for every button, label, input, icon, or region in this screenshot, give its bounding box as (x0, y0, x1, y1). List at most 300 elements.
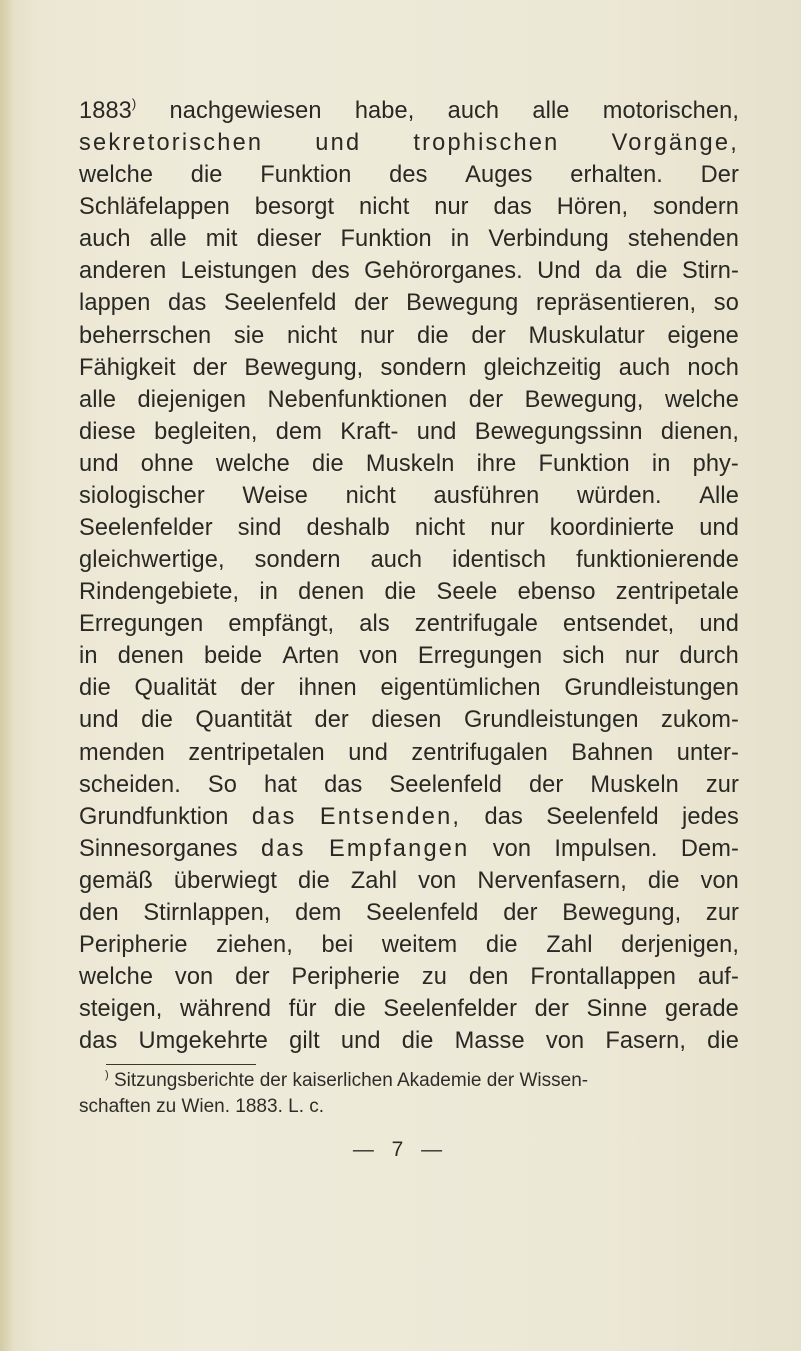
word: der (192, 354, 228, 381)
word-group (465, 159, 532, 191)
footnote-separator (106, 1064, 256, 1065)
word-group (469, 961, 509, 993)
word-group (699, 512, 739, 544)
word-group (170, 95, 322, 127)
word-group (653, 191, 739, 223)
word-group (298, 865, 330, 897)
word: Grundleistungen (564, 675, 739, 702)
word-group (143, 897, 270, 929)
word: Sinne (586, 996, 648, 1023)
word: mit (205, 226, 238, 253)
word: nachgewiesen (169, 98, 322, 124)
word: der (468, 386, 504, 413)
text-line (79, 512, 739, 544)
footnote-line-2 (79, 1094, 739, 1120)
word: nur (359, 322, 395, 349)
word-group (79, 865, 153, 897)
word: Bewegung, (244, 354, 364, 381)
word-group (174, 865, 277, 897)
word-group (252, 801, 297, 833)
word: ihre (476, 450, 517, 477)
word: zentripetale (615, 579, 739, 606)
word-group (259, 576, 278, 608)
word-group (437, 576, 498, 608)
word-group (364, 255, 523, 287)
word: Dem- (680, 835, 739, 862)
word-group (181, 255, 297, 287)
word-group (532, 95, 569, 127)
word: und (348, 739, 388, 766)
word: das (324, 771, 363, 798)
word: Grundleistungen (463, 707, 639, 734)
word-group (320, 801, 461, 833)
word-group (324, 769, 362, 801)
text-line (79, 320, 739, 352)
word-group (698, 961, 739, 993)
word-group (415, 608, 538, 640)
word-group (455, 1025, 525, 1057)
word-group (79, 287, 150, 319)
word: funktionierende (576, 547, 739, 574)
word-group (714, 287, 739, 319)
word-group (276, 416, 322, 448)
word-group (417, 416, 457, 448)
word: stehenden (627, 226, 739, 253)
word: Seelenfeld (223, 290, 337, 317)
word-group (366, 897, 479, 929)
word-group (619, 352, 671, 384)
word-group (79, 1025, 117, 1057)
word-group (150, 223, 187, 255)
word-group (477, 448, 517, 480)
text-line (79, 95, 739, 127)
word-group (359, 640, 397, 672)
word: das (493, 194, 532, 221)
word-group (138, 384, 247, 416)
word: als (359, 611, 390, 638)
word: der (534, 996, 569, 1023)
word-group (503, 897, 537, 929)
text-line (79, 865, 739, 897)
word-group (79, 320, 211, 352)
word: denen (117, 643, 184, 670)
word-group (322, 929, 354, 961)
word-group (180, 993, 271, 1025)
word-group (340, 223, 431, 255)
word-group (699, 480, 739, 512)
word-group (625, 640, 659, 672)
word: eigene (667, 322, 739, 349)
word-group (564, 672, 739, 704)
word: die (401, 1028, 434, 1055)
word: gleichzeitig (483, 354, 602, 381)
word-group (306, 512, 389, 544)
word-group (79, 576, 239, 608)
word-group (79, 416, 136, 448)
text-line (79, 544, 739, 576)
word-group (289, 993, 317, 1025)
word-group (79, 608, 203, 640)
word: Zahl (350, 867, 398, 894)
word-group (79, 255, 166, 287)
text-line (79, 480, 739, 512)
word-group (661, 704, 739, 736)
word: in (651, 450, 671, 477)
word: Masse (454, 1028, 525, 1055)
word: den (79, 899, 119, 926)
word-group (682, 801, 739, 833)
text-line (79, 159, 739, 191)
word: Grundfunktion (79, 803, 229, 830)
word-group (79, 191, 230, 223)
word: Seelenfelder (79, 515, 213, 542)
word-group (484, 352, 602, 384)
footnote-text-1: Sitzungsberichte der kaiserlichen Akademie der Wissen- (113, 1070, 589, 1091)
word-group (665, 993, 739, 1025)
word-group (452, 544, 546, 576)
word-group (469, 384, 503, 416)
word: Alle (699, 482, 739, 509)
word: von (174, 964, 214, 991)
word: und (340, 1028, 381, 1055)
word-group (475, 416, 643, 448)
word-group (687, 352, 739, 384)
word-group (79, 127, 263, 159)
word-group (563, 608, 674, 640)
word: die (635, 258, 668, 285)
word: noch (687, 354, 739, 381)
word: sekretorischen (79, 130, 264, 157)
word-group (141, 448, 194, 480)
word: Auges (465, 162, 533, 189)
word: derjenigen, (621, 932, 739, 959)
word: Stirn- (681, 258, 739, 285)
word: sie (233, 322, 265, 349)
word: alle (532, 98, 570, 124)
word: von (700, 867, 739, 894)
word-group (351, 865, 397, 897)
word-group (193, 352, 227, 384)
word: siologischer (79, 482, 205, 509)
word: Zahl (546, 932, 593, 959)
word: das (251, 803, 297, 830)
word: Seelenfeld (546, 803, 659, 830)
page-number: — 7 — (352, 1138, 449, 1161)
word: Impulsen. (554, 835, 658, 862)
text-line (79, 608, 739, 640)
word: Der (700, 162, 739, 189)
text-line (79, 897, 739, 929)
word: die (79, 675, 111, 702)
word: da (595, 258, 622, 285)
word: der (314, 707, 349, 734)
word-group (652, 448, 671, 480)
word-group (701, 159, 739, 191)
word: trophischen (413, 130, 560, 157)
word: und (699, 611, 739, 638)
word: während (179, 996, 272, 1023)
word: Gehörorganes. (364, 258, 523, 285)
word: begleiten, (154, 418, 258, 445)
text-line (79, 576, 739, 608)
word: welche (79, 162, 154, 189)
word: gemäß (79, 867, 153, 894)
word-group (334, 993, 366, 1025)
word-group (79, 544, 225, 576)
word: anderen (79, 258, 167, 285)
word-group (628, 223, 739, 255)
word-group (135, 672, 217, 704)
word: dieser (256, 226, 322, 253)
word-group (477, 865, 627, 897)
word: diesen (371, 707, 442, 734)
word: die (485, 932, 518, 959)
word-group (238, 512, 282, 544)
word-group (384, 576, 416, 608)
text-line (79, 287, 739, 319)
word-group (605, 1025, 686, 1057)
word: nur (434, 194, 469, 221)
word-group (188, 737, 324, 769)
word: Verbindung (488, 226, 609, 253)
word: von (359, 643, 398, 670)
word: sondern (254, 547, 341, 574)
word-group (677, 737, 739, 769)
word-group (287, 320, 337, 352)
word-group (175, 961, 213, 993)
word: beherrschen (79, 322, 212, 349)
word: dem (275, 418, 322, 445)
word: Fasern, (605, 1028, 687, 1055)
word: und (315, 130, 362, 157)
word-group (418, 865, 456, 897)
word: ebenso (517, 579, 596, 606)
word-group (595, 255, 621, 287)
word: würden. (576, 482, 662, 509)
word: diejenigen (137, 386, 247, 413)
word-group (79, 737, 165, 769)
word: Frontallappen (530, 964, 676, 991)
word: Funktion (260, 162, 352, 189)
word: Nervenfasern, (477, 867, 627, 894)
word: motorischen, (602, 98, 739, 124)
word: zentrifugalen (411, 739, 548, 766)
word: Stirnlappen, (143, 899, 271, 926)
word-group (79, 480, 205, 512)
word-group (242, 480, 308, 512)
word-group (282, 640, 339, 672)
word: Muskeln (590, 771, 679, 798)
word-group (79, 640, 98, 672)
word: das (79, 1028, 118, 1055)
text-line (79, 255, 739, 287)
word-group (538, 448, 629, 480)
word-group (537, 255, 581, 287)
word: Peripherie (291, 964, 400, 991)
word-group (381, 672, 541, 704)
word-group (679, 640, 739, 672)
word: in (450, 226, 470, 253)
word-group (79, 704, 119, 736)
word-group (235, 961, 269, 993)
word-group (79, 223, 131, 255)
text-line (79, 833, 739, 865)
word-group (312, 448, 344, 480)
word-group (493, 833, 531, 865)
word: und (79, 707, 119, 734)
word-group (417, 320, 449, 352)
word: weitem (381, 932, 458, 959)
word-group (168, 287, 206, 319)
word-group (261, 833, 306, 865)
word-group (79, 993, 162, 1025)
word-group (79, 929, 188, 961)
word-group (485, 801, 523, 833)
word-group (314, 704, 348, 736)
text-line (79, 993, 739, 1025)
word-group (371, 544, 423, 576)
word-group (383, 993, 517, 1025)
word: identisch (452, 547, 547, 574)
word-group (79, 95, 136, 127)
word: Arten (282, 643, 340, 670)
word: hat (263, 771, 298, 798)
word-group (577, 480, 662, 512)
word: Funktion (538, 450, 630, 477)
text-line (79, 384, 739, 416)
word-group (79, 159, 153, 191)
word-group (528, 320, 644, 352)
word-group (359, 191, 409, 223)
word: diese (79, 418, 136, 445)
word: des (389, 162, 428, 189)
word: gerade (664, 996, 739, 1023)
word-group (490, 512, 524, 544)
word-group (195, 704, 292, 736)
word-group (661, 416, 739, 448)
word: Nebenfunktionen (267, 386, 448, 413)
word-group (471, 320, 505, 352)
word: Peripherie (79, 932, 188, 959)
word-group (208, 769, 237, 801)
word-group (389, 159, 427, 191)
word-group (586, 993, 647, 1025)
footnote-text-2: schaften zu Wien. 1883. L. c. (79, 1096, 325, 1117)
word-group (525, 384, 644, 416)
word: besorgt (254, 194, 335, 221)
word: Und (537, 258, 581, 285)
word: nur (624, 643, 660, 670)
word-group (191, 159, 223, 191)
text-line (79, 801, 739, 833)
footnote-marker: ) (105, 1069, 109, 1081)
word-group (550, 512, 674, 544)
word-group (486, 929, 518, 961)
word-group (234, 320, 264, 352)
text-line (79, 223, 739, 255)
text-line (79, 1025, 739, 1057)
word: 1883 (79, 98, 132, 124)
footnote-reference: ) (131, 96, 137, 111)
word: sich (562, 643, 605, 670)
word: Seelenfeld (366, 899, 479, 926)
word: nicht (359, 194, 410, 221)
word: nicht (414, 515, 466, 542)
word: auch (370, 547, 423, 574)
word-group (464, 704, 639, 736)
word: ausführen (433, 482, 540, 509)
word: nicht (286, 322, 338, 349)
word: zentrifugale (414, 611, 538, 638)
word: bei (321, 932, 354, 959)
word-group (255, 191, 334, 223)
word: auch (79, 226, 131, 253)
word-group (536, 287, 696, 319)
word: ziehen, (216, 932, 293, 959)
word: Funktion (340, 226, 432, 253)
word-group (530, 961, 676, 993)
word: für (288, 996, 317, 1023)
word-group (79, 897, 119, 929)
word-group (706, 897, 739, 929)
word: die (190, 162, 223, 189)
word: und (416, 418, 457, 445)
word: gilt (289, 1028, 320, 1055)
word: koordinierte (549, 515, 675, 542)
text-line (79, 416, 739, 448)
word-group (240, 672, 274, 704)
word: Vorgänge, (611, 130, 739, 157)
word-group (434, 480, 540, 512)
word: von (418, 867, 457, 894)
word: der (354, 290, 389, 317)
word-group (139, 1025, 269, 1057)
word: alle (149, 226, 187, 253)
text-line (79, 640, 739, 672)
word: Erregungen (417, 643, 543, 670)
word-group (562, 640, 604, 672)
word-group (380, 352, 466, 384)
word: der (503, 899, 538, 926)
word-group (79, 352, 176, 384)
word-group (79, 961, 153, 993)
word: scheiden. (79, 771, 181, 798)
word-group (562, 897, 681, 929)
word-group (707, 1025, 739, 1057)
word: Hören, (556, 194, 629, 221)
word: auf- (697, 964, 739, 991)
word: so (713, 290, 739, 317)
word-group (571, 737, 653, 769)
word: Leistungen (180, 258, 298, 285)
word-group (244, 352, 363, 384)
word-group (340, 416, 398, 448)
word: und (699, 515, 739, 542)
word-group (79, 801, 229, 833)
word: die (311, 450, 344, 477)
word-group (216, 448, 290, 480)
word-group (648, 865, 680, 897)
word: Fähigkeit (79, 354, 176, 381)
word-group (354, 287, 388, 319)
word: Empfangen (328, 835, 470, 862)
word-group (681, 833, 739, 865)
word: Muskeln (365, 450, 455, 477)
word: Bewegung, (562, 899, 682, 926)
word: durch (679, 643, 739, 670)
word-group (546, 929, 592, 961)
text-line (79, 929, 739, 961)
